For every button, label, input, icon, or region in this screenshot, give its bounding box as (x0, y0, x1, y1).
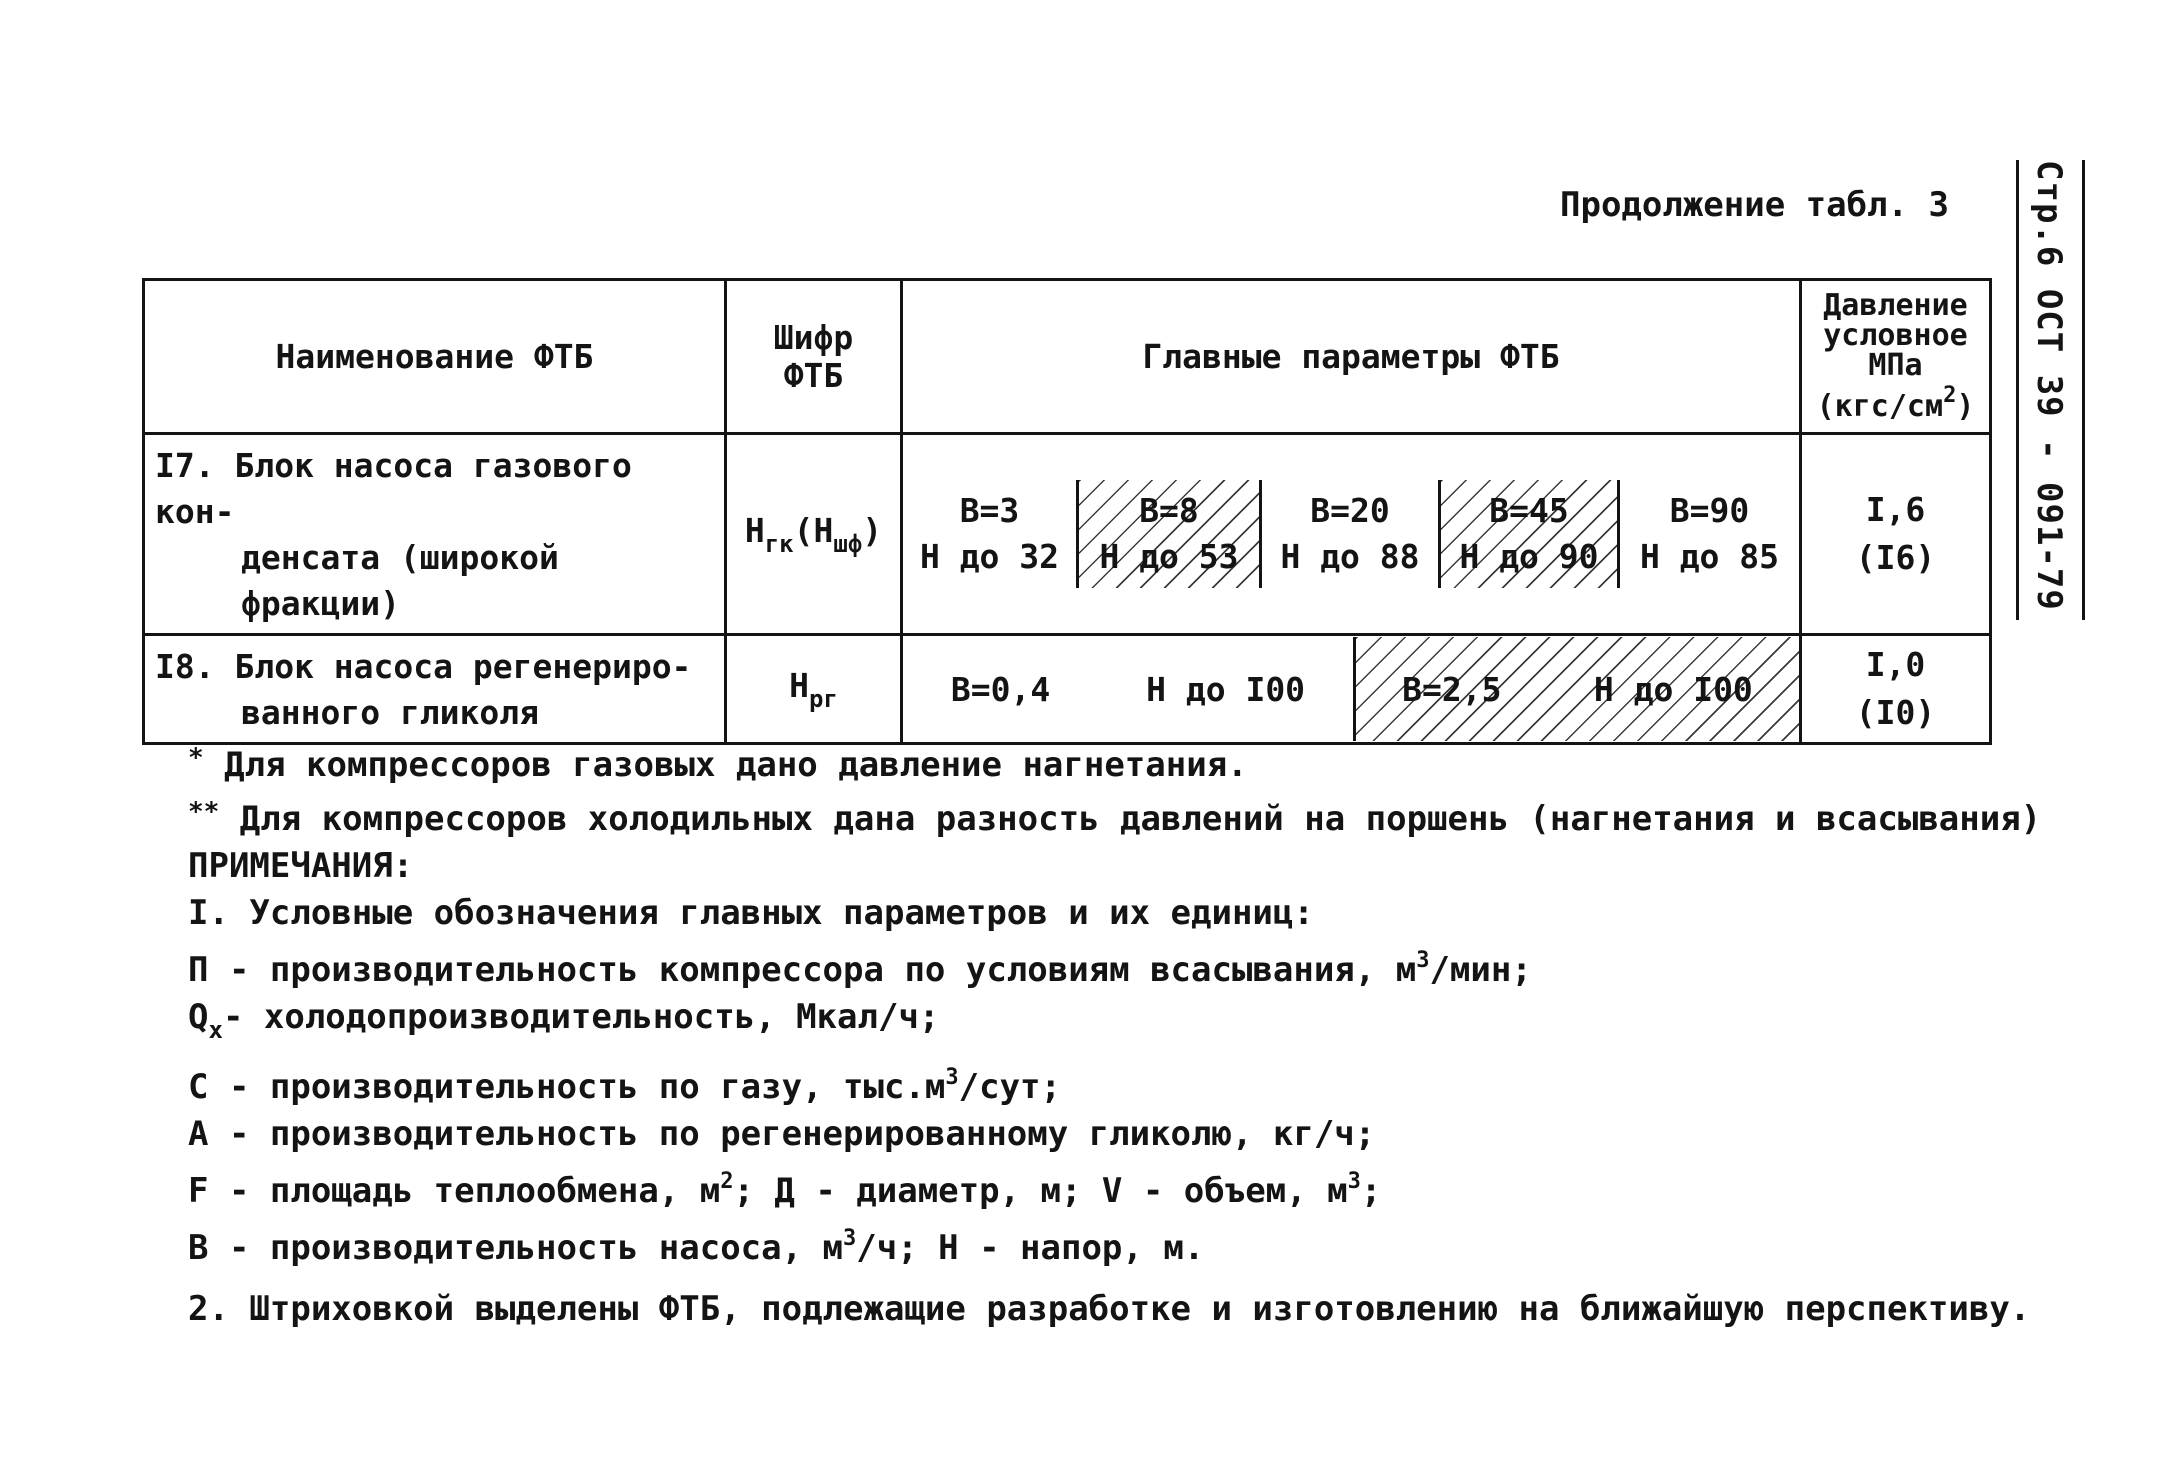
row17-code-paren: (Н (793, 510, 834, 550)
row18-name (144, 635, 726, 744)
table-row (144, 635, 1991, 744)
row17-name-line1: I7. Блок насоса газового кон- (155, 446, 632, 531)
legend-p-sup: 3 (1416, 948, 1430, 973)
footnote-text: Для компрессоров газовых дано давление нагнетания. (224, 745, 1248, 785)
legend-q-symbol: Q (188, 997, 209, 1037)
side-rule-right (2082, 160, 2085, 620)
param-h: Н до 85 (1639, 537, 1780, 576)
param-cell (903, 480, 1079, 588)
legend-q (188, 994, 2008, 1054)
param-b: В=90 (1669, 491, 1750, 530)
param-b: В=45 (1489, 491, 1569, 530)
param-h: Н до 90 (1459, 537, 1599, 576)
param-cell-hatched (1079, 480, 1262, 588)
legend-b-sup: 3 (843, 1226, 857, 1251)
row17-pressure-mpa: I,6 (1865, 490, 1926, 529)
param-b: В=8 (1139, 491, 1199, 530)
side-rule-left (2016, 160, 2019, 620)
legend-f-mid: ; Д - диаметр, м; V - объем, м (733, 1171, 1348, 1211)
header-code-line1: Шифр (773, 317, 854, 357)
legend-c (188, 1054, 2008, 1111)
footnote-text: Для компрессоров холодильных дана разность давлений на поршень (нагнетания и всасывания) (239, 799, 2042, 839)
param-b: В=20 (1310, 491, 1390, 530)
param-b: В=2,5 (1402, 669, 1502, 709)
legend-p-unit: /мин; (1429, 950, 1532, 990)
row17-code-paren-sub: шф (833, 529, 863, 558)
pressure-unit-sup: 2 (1943, 383, 1957, 408)
footnote-star2 (188, 789, 2042, 843)
param-h: Н до I00 (1593, 669, 1753, 709)
pressure-unit-close: ) (1956, 389, 1975, 424)
header-code (726, 280, 902, 434)
row17-name-line2: денсата (широкой фракции) (241, 538, 559, 623)
legend-f-sup2: 3 (1347, 1169, 1361, 1194)
row18-code-sub: рг (808, 684, 838, 713)
header-pressure-line2: условное (1823, 318, 1968, 353)
legend-b-unit: /ч; Н - напор, м. (856, 1228, 1205, 1268)
side-label-text: Стр.6 ОСТ 39 - 091-79 (2029, 160, 2069, 611)
legend-q-text: - холодопроизводительность, Мкал/ч; (222, 997, 940, 1037)
header-pressure-line3: МПа (1868, 348, 1923, 383)
legend-f (188, 1158, 2008, 1215)
row17-params-strip (903, 480, 1799, 588)
table-continuation-label: Продолжение табл. 3 (1560, 185, 1949, 225)
header-pressure-line4 (1802, 381, 1989, 422)
header-params-text: Главные параметры ФТБ (1142, 336, 1560, 376)
note-2: 2. Штриховкой выделены ФТБ, подлежащие разработке и изготовлению на ближайшую перспективу. (188, 1289, 2031, 1329)
param-h: Н до 53 (1099, 537, 1239, 576)
legend-c-text: С - производительность по газу, тыс.м (188, 1067, 946, 1107)
row18-code (726, 635, 902, 744)
row18-name-line2: ванного гликоля (241, 693, 540, 732)
row18-pressure (1801, 635, 1991, 744)
legend-c-unit: /сут; (958, 1067, 1061, 1107)
footnote-star1 (188, 735, 2008, 789)
header-name (144, 280, 726, 434)
footnote-marker: * (188, 743, 204, 773)
pressure-unit-text: (кгс/см (1816, 389, 1944, 424)
row18-pressure-kgs: (I0) (1855, 693, 1936, 732)
legend-p (188, 937, 2008, 994)
legend-f-end: ; (1360, 1171, 1382, 1211)
ftb-table (142, 278, 1992, 745)
param-h: Н до I00 (1146, 669, 1306, 709)
row17-name (144, 434, 726, 635)
row17-code-main: Н (744, 510, 765, 550)
legend-f-sup: 2 (720, 1169, 734, 1194)
table-row (144, 434, 1991, 635)
param-b: В=3 (959, 491, 1020, 530)
header-code-line2: ФТБ (783, 355, 844, 395)
row17-pressure (1801, 434, 1991, 635)
row18-pressure-mpa: I,0 (1865, 645, 1926, 684)
param-b: В=0,4 (950, 669, 1051, 709)
param-cell (1620, 480, 1799, 588)
side-page-label (2010, 160, 2088, 620)
row17-pressure-kgs: (I6) (1855, 538, 1936, 577)
row17-code-sub: гк (764, 529, 794, 558)
notes-spacer (188, 1272, 2008, 1286)
row18-name-line1: I8. Блок насоса регенериро- (155, 647, 692, 686)
param-cell-hatched (1441, 480, 1620, 588)
header-params (902, 280, 1801, 434)
param-cell (903, 637, 1353, 741)
param-cell (1262, 480, 1441, 588)
legend-f-text: F - площадь теплообмена, м (188, 1171, 721, 1211)
legend-b-text: В - производительность насоса, м (188, 1228, 844, 1268)
note-1: I. Условные обозначения главных параметров и их единиц: (188, 893, 1314, 933)
table-header-row (144, 280, 1991, 434)
legend-a: А - производительность по регенерированному гликолю, кг/ч; (188, 1114, 1376, 1154)
param-h: Н до 32 (919, 537, 1060, 576)
header-pressure-line1: Давление (1823, 288, 1968, 323)
row17-code-paren-close: ) (862, 510, 883, 550)
header-pressure (1801, 280, 1991, 434)
footnotes (188, 735, 2042, 1333)
header-name-text: Наименование ФТБ (275, 336, 594, 376)
row18-code-main: Н (789, 665, 809, 705)
param-cell-hatched (1353, 637, 1799, 741)
legend-c-sup: 3 (945, 1065, 959, 1090)
row17-params (902, 434, 1801, 635)
notes-heading: ПРИМЕЧАНИЯ: (188, 846, 414, 886)
row18-params (902, 635, 1801, 744)
legend-p-text: П - производительность компрессора по условиям всасывания, м (188, 950, 1417, 990)
row18-params-strip (903, 637, 1799, 741)
legend-b (188, 1215, 2008, 1272)
row17-code (726, 434, 902, 635)
legend-q-sub: х (208, 1016, 223, 1044)
footnote-marker: ** (188, 797, 220, 827)
param-h: Н до 88 (1280, 537, 1420, 576)
